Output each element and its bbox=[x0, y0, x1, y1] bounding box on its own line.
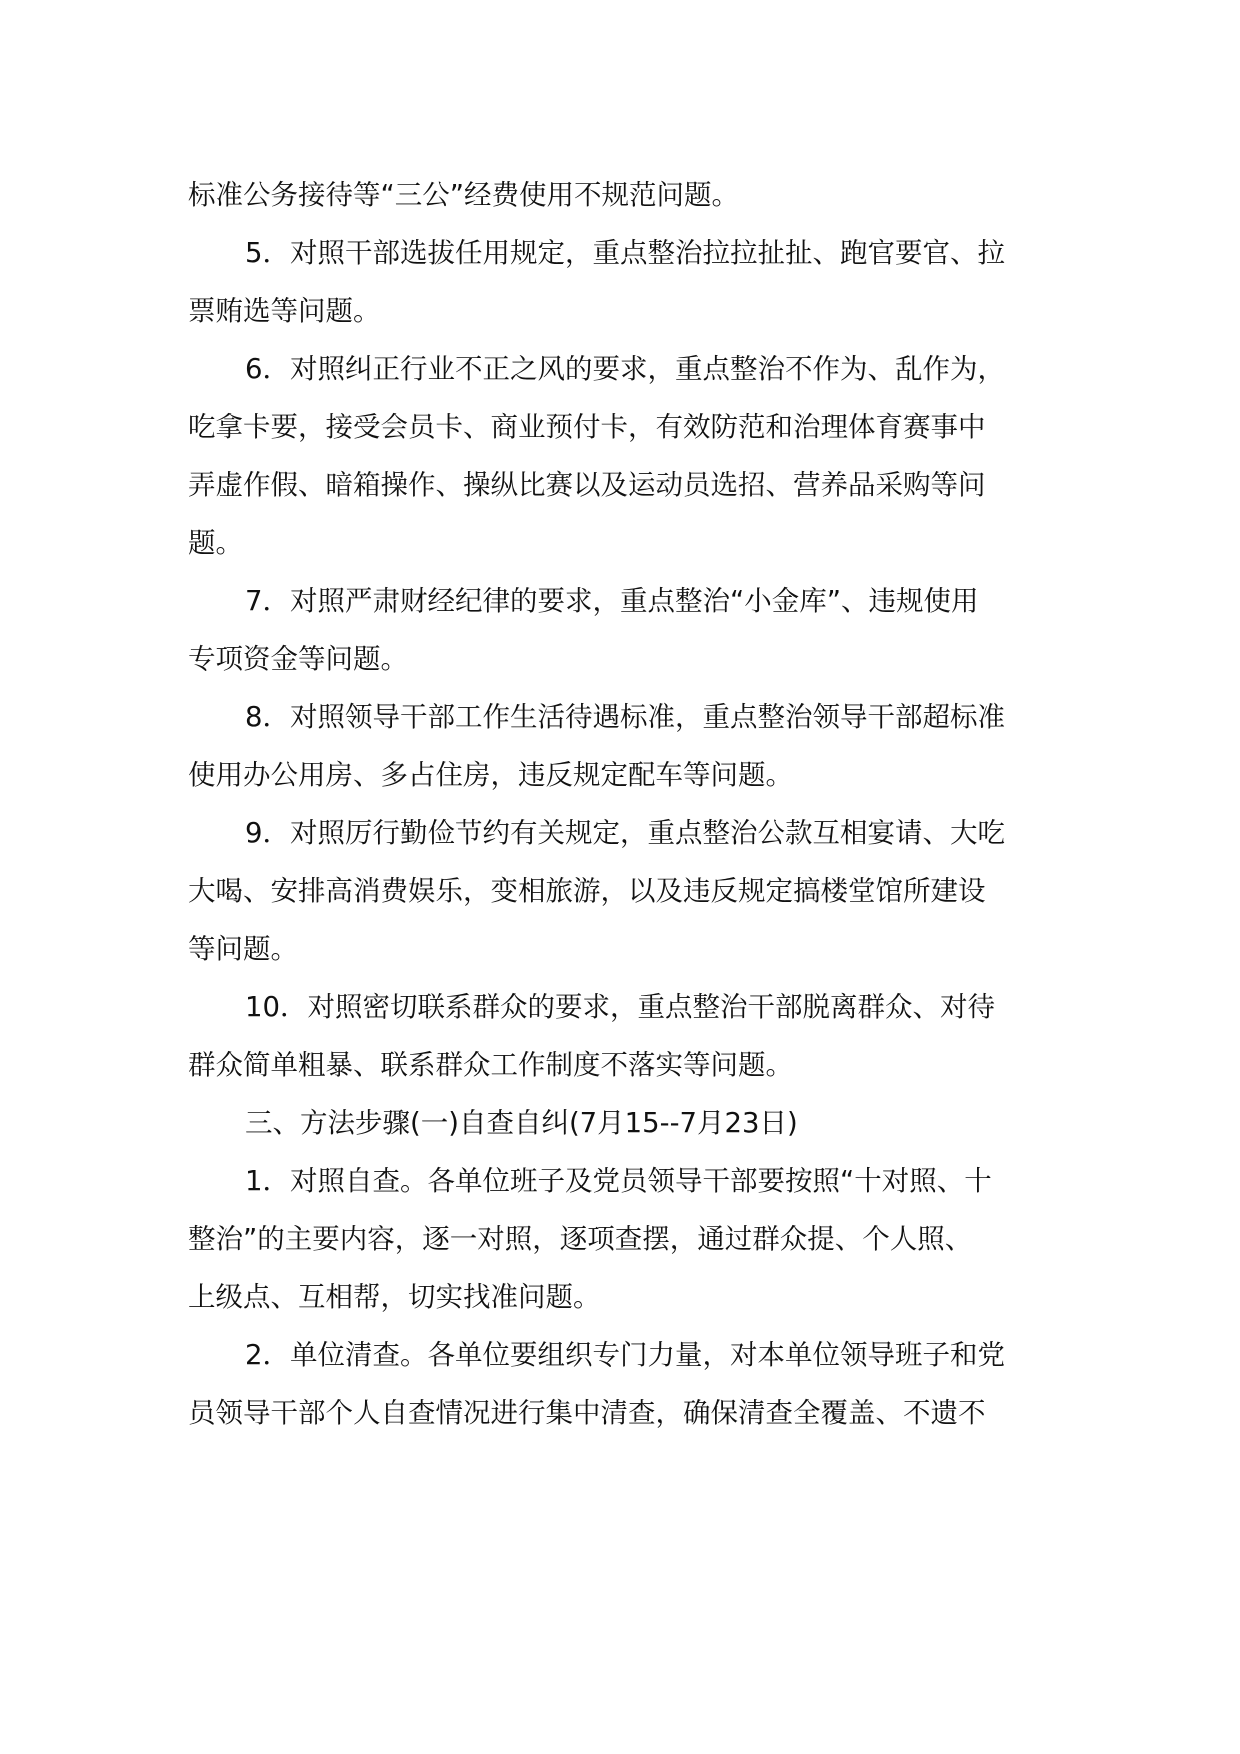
text-line-14: 等问题。 bbox=[188, 933, 298, 965]
step-2-first-line: 2．单位清查。各单位要组织专门力量，对本单位领导班子和党 bbox=[245, 1339, 1005, 1371]
text-line-3: 票贿选等问题。 bbox=[188, 295, 381, 327]
item-8-first-line: 8．对照领导干部工作生活待遇标准，重点整治领导干部超标准 bbox=[245, 701, 1005, 733]
text-line-9: 专项资金等问题。 bbox=[188, 643, 408, 675]
text-line-1: 标准公务接待等“三公”经费使用不规范问题。 bbox=[188, 179, 739, 211]
text-line-6: 弄虚作假、暗箱操作、操纵比赛以及运动员选招、营养品采购等问 bbox=[188, 469, 986, 501]
text-line-11: 使用办公用房、多占住房，违反规定配车等问题。 bbox=[188, 759, 793, 791]
item-5-first-line: 5．对照干部选拔任用规定，重点整治拉拉扯扯、跑官要官、拉 bbox=[245, 237, 1005, 269]
text-line-22: 员领导干部个人自查情况进行集中清查，确保清查全覆盖、不遗不 bbox=[188, 1397, 986, 1429]
section-heading-methods: 三、方法步骤(一)自查自纠(7月15--7月23日) bbox=[245, 1107, 798, 1139]
item-10-first-line: 10．对照密切联系群众的要求，重点整治干部脱离群众、对待 bbox=[245, 991, 995, 1023]
item-7-first-line: 7．对照严肃财经纪律的要求，重点整治“小金库”、违规使用 bbox=[245, 585, 979, 617]
text-line-5: 吃拿卡要，接受会员卡、商业预付卡，有效防范和治理体育赛事中 bbox=[188, 411, 986, 443]
text-line-16: 群众简单粗暴、联系群众工作制度不落实等问题。 bbox=[188, 1049, 793, 1081]
item-6-first-line: 6．对照纠正行业不正之风的要求，重点整治不作为、乱作为， bbox=[245, 353, 1005, 385]
text-line-13: 大喝、安排高消费娱乐，变相旅游，以及违反规定搞楼堂馆所建设 bbox=[188, 875, 986, 907]
step-1-first-line: 1．对照自查。各单位班子及党员领导干部要按照“十对照、十 bbox=[245, 1165, 992, 1197]
text-line-19: 整治”的主要内容，逐一对照，逐项查摆，通过群众提、个人照、 bbox=[188, 1223, 973, 1255]
text-line-7: 题。 bbox=[188, 527, 243, 559]
item-9-first-line: 9．对照厉行勤俭节约有关规定，重点整治公款互相宴请、大吃 bbox=[245, 817, 1005, 849]
text-line-20: 上级点、互相帮，切实找准问题。 bbox=[188, 1281, 601, 1313]
